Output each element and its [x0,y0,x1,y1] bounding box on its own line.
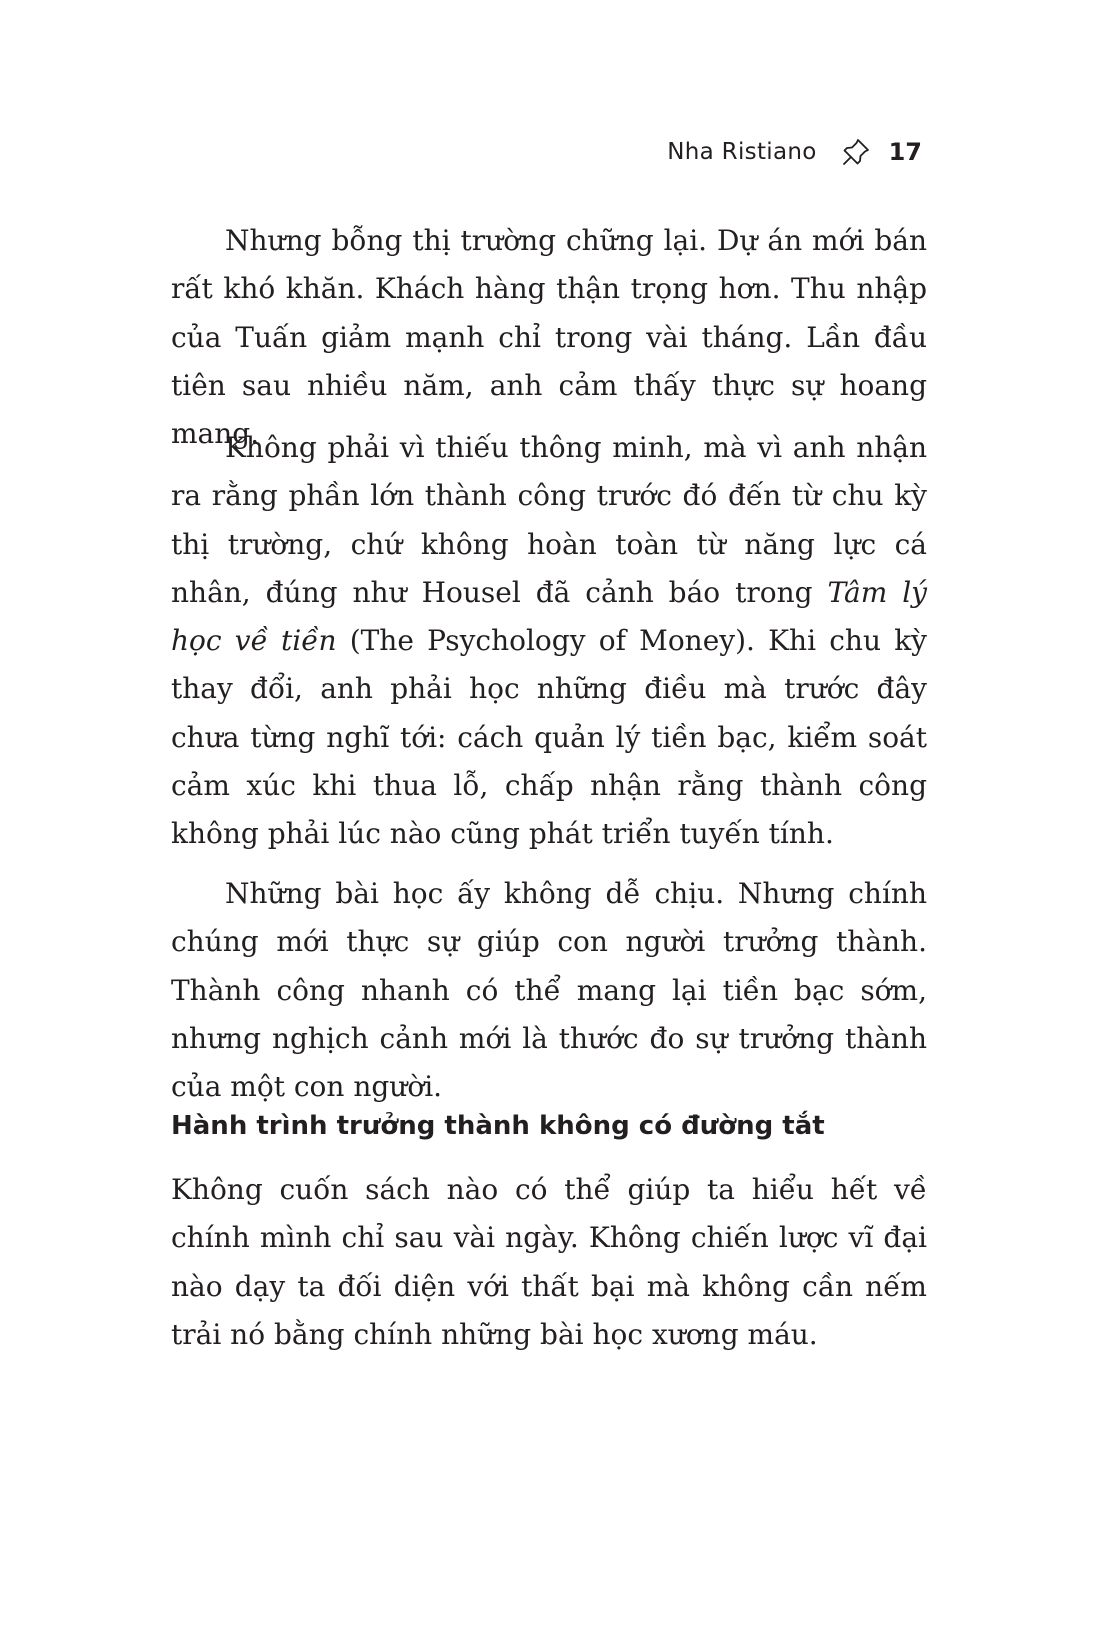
paragraph-2-text-a: Không phải vì thiếu thông minh, mà vì anh nhận ra rằng phần lớn thành công trước đó đến từ chu kỳ thị trường, chứ không hoàn toàn từ năng lực cá nhân, đúng như Housel đã cảnh báo trong [171,431,927,609]
section-heading: Hành trình trưởng thành không có đường tắt [171,1111,825,1141]
book-title: Tâm lý học về tiền [171,575,927,658]
paragraph-2 [171,424,927,859]
page-number: 17 [888,138,922,166]
paragraph-2-text-b: (The Psychology of Money). Khi chu kỳ thay đổi, anh phải học những điều mà trước đây chưa từng nghĩ tới: cách quản lý tiền bạc, kiểm soát cảm xúc khi thua lỗ, chấp nhận rằng thành công không phải lúc nào cũng phát triển tuyến tính. [171,624,927,851]
pin-icon [841,137,871,167]
paragraph-1: Nhưng bỗng thị trường chững lại. Dự án mới bán rất khó khăn. Khách hàng thận trọng hơn. Thu nhập của Tuấn giảm mạnh chỉ trong vài tháng. Lần đầu tiên sau nhiều năm, anh cảm thấy thực sự hoang mang. [171,224,927,451]
paragraph-3: Những bài học ấy không dễ chịu. Nhưng chính chúng mới thực sự giúp con người trưởng thành. Thành công nhanh có thể mang lại tiền bạc sớm, nhưng nghịch cảnh mới là thước đo sự trưởng thành của một con người. [171,877,927,1104]
running-header [667,132,922,172]
author-name: Nha Ristiano [667,139,817,165]
paragraph-4: Không cuốn sách nào có thể giúp ta hiểu hết về chính mình chỉ sau vài ngày. Không chiến lược vĩ đại nào dạy ta đối diện với thất bại mà không cần nếm trải nó bằng chính những bài học xương máu. [171,1173,927,1351]
